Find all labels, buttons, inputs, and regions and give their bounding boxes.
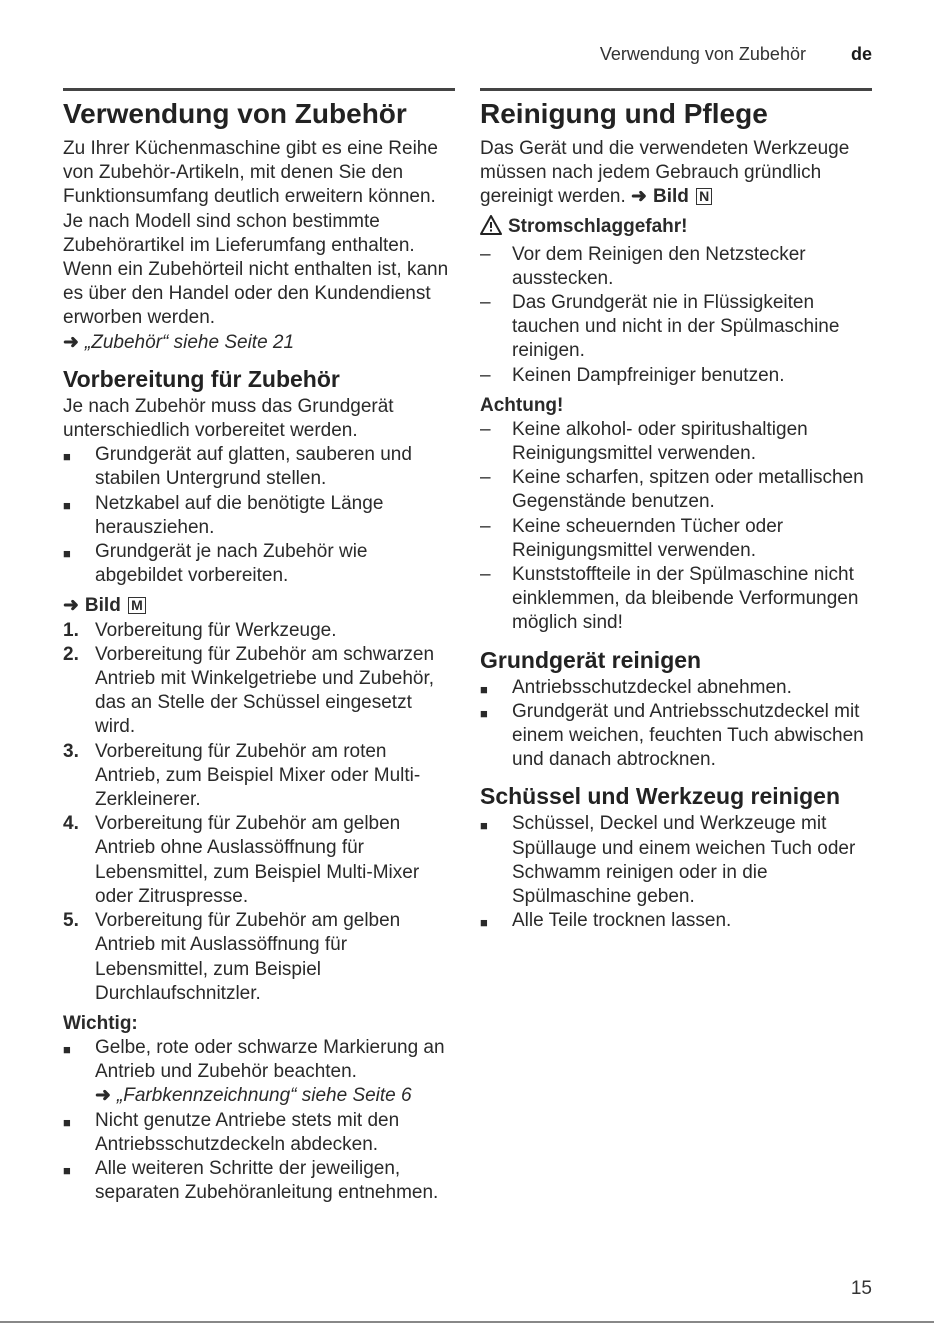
list-item-text: Alle weiteren Schritte der jeweiligen, separaten Zubehöranleitung entnehmen. [95,1157,439,1204]
step-number: 4. [63,813,79,835]
preparation-bullets [63,443,455,588]
section-title-accessories: Verwendung von Zubehör [63,98,407,129]
color-coding-reference [95,1084,455,1108]
step-text: Vorbereitung für Zubehör am roten Antrieb, zum Beispiel Mixer oder Multi-Zerkleinerer. [95,740,421,811]
dash-bullet-icon: – [480,292,491,314]
reference-text: „Farbkennzeichnung“ siehe Seite 6 [116,1085,412,1107]
figure-letter-badge: M [128,597,146,614]
list-item-text: Grundgerät und Antriebsschutzdeckel mit einem weichen, feuchten Tuch abwischen und danach abtrocknen. [512,700,864,771]
important-label: Wichtig: [63,1012,138,1034]
step-number: 2. [63,643,79,665]
list-item [480,418,872,466]
caution-items [480,418,872,636]
list-item [480,364,872,388]
warning-items [480,243,872,388]
list-item-text: Schüssel, Deckel und Werkzeuge mit Spüllauge und einem weichen Tuch oder Schwamm reinigen oder in die Spülmaschine geben. [512,813,856,908]
square-bullet-icon: ■ [63,1041,71,1057]
step-item [63,619,455,643]
square-bullet-icon: ■ [63,497,71,513]
square-bullet-icon: ■ [480,705,488,721]
square-bullet-icon: ■ [480,818,488,834]
subsection-title-bowl-cleaning: Schüssel und Werkzeug reinigen [480,783,840,810]
caution-label: Achtung! [480,394,564,416]
list-item-text: Das Grundgerät nie in Flüssigkeiten tauchen und nicht in der Spülmaschine reinigen. [512,292,840,362]
right-column [480,88,872,933]
list-item [480,243,872,291]
page-number: 15 [850,1278,872,1299]
base-cleaning-items [480,676,872,773]
figure-label: Bild [84,595,121,617]
figure-label: Bild [652,186,689,208]
dash-bullet-icon: – [480,515,491,537]
dash-bullet-icon: – [480,467,491,489]
step-text: Vorbereitung für Zubehör am gelben Antrieb ohne Auslassöffnung für Lebensmittel, zum Beispiel Multi-Mixer oder Zitruspresse. [95,813,420,907]
list-item [480,909,872,933]
square-bullet-icon: ■ [63,546,71,562]
list-item-text: Netzkabel auf die benötigte Länge herausziehen. [95,492,384,538]
dash-bullet-icon: – [480,418,491,440]
subsection-title-base-cleaning: Grundgerät reinigen [480,646,702,673]
figure-reference-n [631,186,712,207]
reference-text: „Zubehör“ siehe Seite 21 [84,331,295,353]
electric-shock-warning [480,214,872,243]
list-item [63,1109,455,1157]
step-item [63,740,455,813]
list-item-text: Grundgerät je nach Zubehör wie abgebildet vorbereiten. [95,541,368,587]
step-item [63,909,455,1006]
cleaning-intro-text: Das Gerät und die verwendeten Werkzeuge müssen nach jedem Gebrauch gründlich gereinigt werden. [480,138,850,208]
list-item [480,563,872,636]
list-item [480,676,872,700]
arrow-right-icon: ➜ [631,186,647,208]
step-number: 1. [63,619,79,641]
list-item [480,700,872,773]
square-bullet-icon: ■ [63,1162,71,1178]
list-item-text: Kunststoffteile in der Spülmaschine nicht einklemmen, da bleibende Verformungen möglich sind! [512,564,859,634]
step-text: Vorbereitung für Werkzeuge. [95,619,337,641]
list-item-text: Keinen Dampfreiniger benutzen. [512,364,785,386]
square-bullet-icon: ■ [480,681,488,697]
arrow-right-icon: ➜ [63,331,79,353]
square-bullet-icon: ■ [480,915,488,931]
list-item-text: Nicht genutze Antriebe stets mit den Antriebsschutzdeckeln abdecken. [95,1109,400,1155]
list-item [480,812,872,909]
warning-title: Stromschlaggefahr! [508,215,688,237]
list-item [480,515,872,563]
list-item-text: Keine scharfen, spitzen oder metallischen Gegenstände benutzen. [512,467,864,513]
step-item [63,812,455,909]
list-item-text: Grundgerät auf glatten, sauberen und stabilen Untergrund stellen. [95,444,412,490]
step-text: Vorbereitung für Zubehör am schwarzen Antrieb mit Winkelgetriebe und Zubehör, das an Stelle der Schüssel eingesetzt wird. [95,643,435,738]
list-item-text: Keine alkohol- oder spiritushaltigen Reinigungsmittel verwenden. [512,418,808,465]
page-header [600,44,872,65]
step-item [63,643,455,740]
header-section-title: Verwendung von Zubehör [599,44,806,64]
list-item [63,443,455,491]
list-item-text: Antriebsschutzdeckel abnehmen. [512,676,792,698]
bowl-cleaning-items [480,812,872,933]
accessories-intro: Zu Ihrer Küchenmaschine gibt es eine Reihe von Zubehör-Artikeln, mit denen Sie den Funktionsumfang deutlich erweitern können. Je nach Modell sind schon bestimmte Zubehörartikel im Lieferumfang enthalten. Wenn ein Zubehörteil nicht enthalten ist, kann es über den Handel oder den Kundendienst erworben werden. [63,138,449,329]
step-number: 3. [63,740,79,762]
column-rule [480,88,872,91]
list-item-text: Alle Teile trocknen lassen. [512,910,732,932]
list-item-text: Keine scheuernden Tücher oder Reinigungsmittel verwenden. [512,515,784,561]
list-item [480,466,872,514]
header-language: de [850,44,872,64]
subsection-title-preparation: Vorbereitung für Zubehör [63,365,340,392]
list-item [63,492,455,540]
figure-letter-badge: N [696,188,712,205]
list-item [63,540,455,588]
list-item [63,1157,455,1205]
list-item-text: Gelbe, rote oder schwarze Markierung an Antrieb und Zubehör beachten. [95,1036,445,1083]
arrow-right-icon: ➜ [95,1085,111,1107]
cleaning-intro [480,137,872,210]
left-column [63,88,455,1205]
arrow-right-icon: ➜ [63,595,79,617]
step-number: 5. [63,910,79,932]
figure-reference-m [63,594,455,618]
list-item [63,1036,455,1109]
section-title-cleaning: Reinigung und Pflege [480,98,768,129]
square-bullet-icon: ■ [63,1114,71,1130]
square-bullet-icon: ■ [63,449,71,465]
dash-bullet-icon: – [480,243,491,265]
step-text: Vorbereitung für Zubehör am gelben Antrieb mit Auslassöffnung für Lebensmittel, zum Beispiel Durchlaufschnitzler. [95,910,401,1004]
accessories-reference [63,331,455,355]
preparation-intro: Je nach Zubehör muss das Grundgerät unterschiedlich vorbereitet werden. [63,395,394,442]
column-rule [63,88,455,91]
list-item-text: Vor dem Reinigen den Netzstecker ausstecken. [512,243,806,289]
important-bullets [63,1036,455,1205]
warning-triangle-icon [480,215,502,243]
dash-bullet-icon: – [480,364,491,386]
dash-bullet-icon: – [480,564,491,586]
preparation-steps [63,619,455,1006]
list-item [480,291,872,364]
